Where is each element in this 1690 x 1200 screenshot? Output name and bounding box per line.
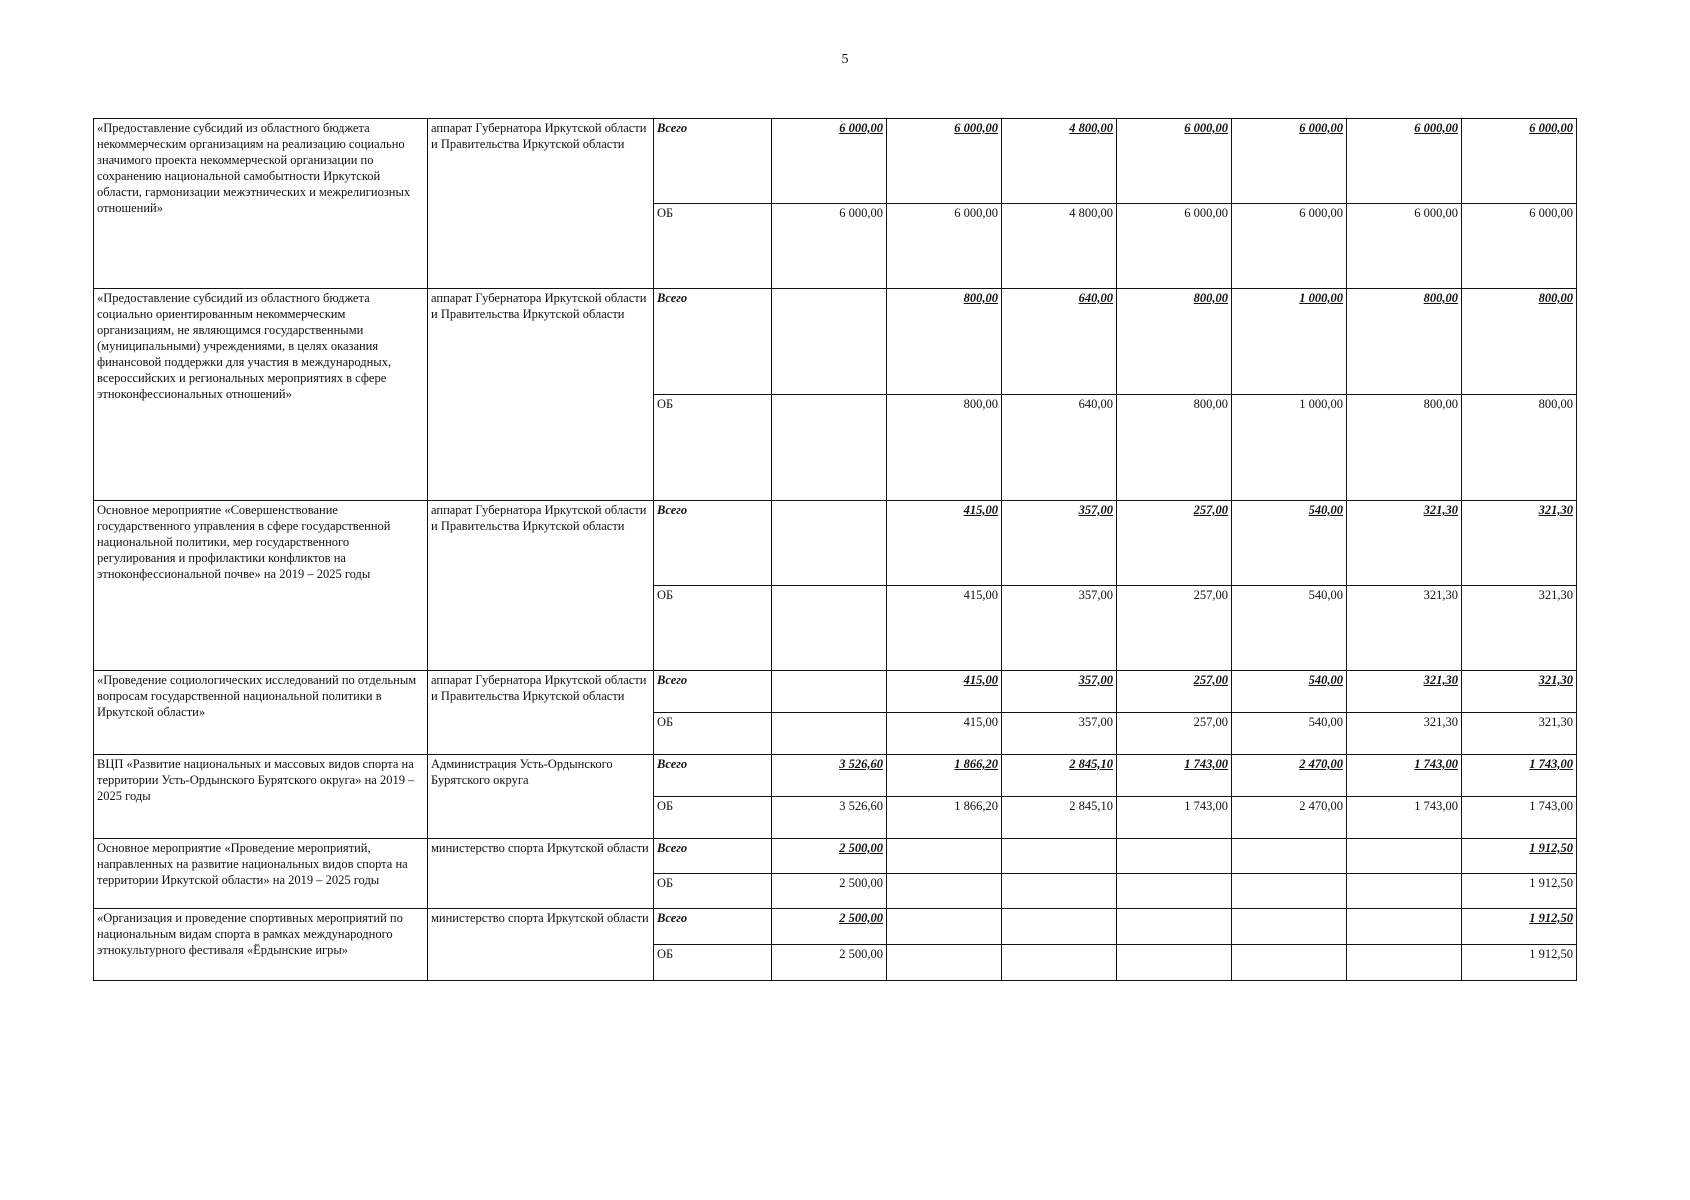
source-ob-label: ОБ bbox=[654, 874, 772, 909]
total-value bbox=[772, 501, 887, 586]
ob-value bbox=[1117, 945, 1232, 981]
total-value: 6 000,00 bbox=[772, 119, 887, 204]
total-value: 6 000,00 bbox=[1117, 119, 1232, 204]
ob-value: 3 526,60 bbox=[772, 797, 887, 839]
source-ob-label: ОБ bbox=[654, 586, 772, 671]
source-total-label: Всего bbox=[654, 909, 772, 945]
total-value bbox=[887, 839, 1002, 874]
ob-value: 415,00 bbox=[887, 713, 1002, 755]
ob-value: 6 000,00 bbox=[887, 204, 1002, 289]
ob-value: 415,00 bbox=[887, 586, 1002, 671]
table-row-total bbox=[94, 909, 1577, 945]
ob-value bbox=[1232, 874, 1347, 909]
total-value: 640,00 bbox=[1002, 289, 1117, 395]
total-value: 357,00 bbox=[1002, 501, 1117, 586]
total-value: 1 912,50 bbox=[1462, 839, 1577, 874]
total-value: 357,00 bbox=[1002, 671, 1117, 713]
page-number: 5 bbox=[841, 52, 849, 67]
total-value: 540,00 bbox=[1232, 501, 1347, 586]
event-name: «Предоставление субсидий из областного бюджета некоммерческим организациям на реализацию социально значимого проекта некоммерческой организации по сохранению национальной самобытности Иркутской области, гармонизации межэтнических и межрелигиозных отношений» bbox=[94, 119, 428, 289]
total-value: 6 000,00 bbox=[1462, 119, 1577, 204]
ob-value: 1 000,00 bbox=[1232, 395, 1347, 501]
responsible-executor: аппарат Губернатора Иркутской области и Правительства Иркутской области bbox=[428, 119, 654, 289]
ob-value: 1 912,50 bbox=[1462, 874, 1577, 909]
total-value bbox=[1002, 909, 1117, 945]
ob-value: 6 000,00 bbox=[1117, 204, 1232, 289]
total-value bbox=[772, 289, 887, 395]
ob-value: 321,30 bbox=[1462, 586, 1577, 671]
total-value: 257,00 bbox=[1117, 501, 1232, 586]
total-value bbox=[1002, 839, 1117, 874]
ob-value bbox=[772, 713, 887, 755]
total-value: 6 000,00 bbox=[1232, 119, 1347, 204]
table-row-total bbox=[94, 501, 1577, 586]
event-name: Основное мероприятие «Совершенствование государственного управления в сфере государственной национальной политики, мер государственного регулирования и профилактики конфликтов на этноконфессиональной почве» на 2019 – 2025 годы bbox=[94, 501, 428, 671]
ob-value: 257,00 bbox=[1117, 713, 1232, 755]
event-name: «Организация и проведение спортивных мероприятий по национальным видам спорта в рамках международного этнокультурного фестиваля «Ёрдынские игры» bbox=[94, 909, 428, 981]
source-total-label: Всего bbox=[654, 119, 772, 204]
total-value: 1 866,20 bbox=[887, 755, 1002, 797]
source-ob-label: ОБ bbox=[654, 797, 772, 839]
ob-value: 2 845,10 bbox=[1002, 797, 1117, 839]
responsible-executor: аппарат Губернатора Иркутской области и Правительства Иркутской области bbox=[428, 289, 654, 501]
responsible-executor: министерство спорта Иркутской области bbox=[428, 909, 654, 981]
ob-value bbox=[1002, 945, 1117, 981]
ob-value: 1 743,00 bbox=[1462, 797, 1577, 839]
responsible-executor: аппарат Губернатора Иркутской области и Правительства Иркутской области bbox=[428, 501, 654, 671]
total-value: 1 000,00 bbox=[1232, 289, 1347, 395]
total-value: 4 800,00 bbox=[1002, 119, 1117, 204]
ob-value: 2 500,00 bbox=[772, 874, 887, 909]
ob-value: 800,00 bbox=[1347, 395, 1462, 501]
ob-value bbox=[1347, 945, 1462, 981]
ob-value: 357,00 bbox=[1002, 713, 1117, 755]
ob-value bbox=[772, 586, 887, 671]
total-value: 321,30 bbox=[1462, 671, 1577, 713]
event-name: «Предоставление субсидий из областного бюджета социально ориентированным некоммерческим организациям, не являющимся государственными (муниципальными) учреждениями, в целях оказания финансовой поддержки для участия в международных, всероссийских и региональных мероприятиях в сфере этноконфессиональных отношений» bbox=[94, 289, 428, 501]
ob-value: 2 470,00 bbox=[1232, 797, 1347, 839]
ob-value: 6 000,00 bbox=[1462, 204, 1577, 289]
ob-value: 540,00 bbox=[1232, 713, 1347, 755]
ob-value: 357,00 bbox=[1002, 586, 1117, 671]
ob-value: 1 866,20 bbox=[887, 797, 1002, 839]
total-value: 800,00 bbox=[1117, 289, 1232, 395]
total-value: 415,00 bbox=[887, 501, 1002, 586]
ob-value bbox=[1117, 874, 1232, 909]
event-name: ВЦП «Развитие национальных и массовых видов спорта на территории Усть-Ордынского Бурятского округа» на 2019 – 2025 годы bbox=[94, 755, 428, 839]
ob-value bbox=[1002, 874, 1117, 909]
responsible-executor: Администрация Усть-Ордынского Бурятского округа bbox=[428, 755, 654, 839]
ob-value bbox=[887, 874, 1002, 909]
total-value: 1 743,00 bbox=[1462, 755, 1577, 797]
total-value: 1 912,50 bbox=[1462, 909, 1577, 945]
ob-value: 800,00 bbox=[1462, 395, 1577, 501]
ob-value: 6 000,00 bbox=[772, 204, 887, 289]
source-total-label: Всего bbox=[654, 289, 772, 395]
total-value: 800,00 bbox=[887, 289, 1002, 395]
source-ob-label: ОБ bbox=[654, 713, 772, 755]
ob-value bbox=[772, 395, 887, 501]
ob-value: 1 743,00 bbox=[1117, 797, 1232, 839]
ob-value: 540,00 bbox=[1232, 586, 1347, 671]
total-value bbox=[1232, 839, 1347, 874]
ob-value: 321,30 bbox=[1347, 586, 1462, 671]
ob-value: 6 000,00 bbox=[1232, 204, 1347, 289]
budget-table bbox=[93, 118, 1577, 981]
source-total-label: Всего bbox=[654, 671, 772, 713]
total-value bbox=[1347, 909, 1462, 945]
source-ob-label: ОБ bbox=[654, 204, 772, 289]
total-value: 540,00 bbox=[1232, 671, 1347, 713]
total-value: 257,00 bbox=[1117, 671, 1232, 713]
total-value bbox=[772, 671, 887, 713]
table-row-total bbox=[94, 119, 1577, 204]
total-value bbox=[1232, 909, 1347, 945]
total-value: 800,00 bbox=[1462, 289, 1577, 395]
total-value: 6 000,00 bbox=[1347, 119, 1462, 204]
table-row-total bbox=[94, 755, 1577, 797]
ob-value bbox=[1347, 874, 1462, 909]
total-value bbox=[887, 909, 1002, 945]
total-value: 2 470,00 bbox=[1232, 755, 1347, 797]
ob-value: 6 000,00 bbox=[1347, 204, 1462, 289]
total-value: 321,30 bbox=[1347, 501, 1462, 586]
total-value bbox=[1347, 839, 1462, 874]
responsible-executor: министерство спорта Иркутской области bbox=[428, 839, 654, 909]
event-name: Основное мероприятие «Проведение мероприятий, направленных на развитие национальных видов спорта на территории Иркутской области» на 2019 – 2025 годы bbox=[94, 839, 428, 909]
total-value bbox=[1117, 839, 1232, 874]
table-row-total bbox=[94, 671, 1577, 713]
ob-value: 800,00 bbox=[1117, 395, 1232, 501]
source-total-label: Всего bbox=[654, 839, 772, 874]
ob-value bbox=[887, 945, 1002, 981]
total-value: 321,30 bbox=[1462, 501, 1577, 586]
total-value: 1 743,00 bbox=[1347, 755, 1462, 797]
table-row-total bbox=[94, 839, 1577, 874]
total-value: 6 000,00 bbox=[887, 119, 1002, 204]
source-total-label: Всего bbox=[654, 501, 772, 586]
source-ob-label: ОБ bbox=[654, 945, 772, 981]
ob-value: 1 912,50 bbox=[1462, 945, 1577, 981]
total-value: 2 845,10 bbox=[1002, 755, 1117, 797]
total-value bbox=[1117, 909, 1232, 945]
ob-value: 4 800,00 bbox=[1002, 204, 1117, 289]
source-ob-label: ОБ bbox=[654, 395, 772, 501]
total-value: 2 500,00 bbox=[772, 909, 887, 945]
total-value: 2 500,00 bbox=[772, 839, 887, 874]
total-value: 1 743,00 bbox=[1117, 755, 1232, 797]
ob-value: 640,00 bbox=[1002, 395, 1117, 501]
table-body bbox=[94, 119, 1577, 981]
responsible-executor: аппарат Губернатора Иркутской области и Правительства Иркутской области bbox=[428, 671, 654, 755]
total-value: 321,30 bbox=[1347, 671, 1462, 713]
ob-value bbox=[1232, 945, 1347, 981]
ob-value: 800,00 bbox=[887, 395, 1002, 501]
ob-value: 257,00 bbox=[1117, 586, 1232, 671]
table-row-total bbox=[94, 289, 1577, 395]
ob-value: 1 743,00 bbox=[1347, 797, 1462, 839]
ob-value: 321,30 bbox=[1462, 713, 1577, 755]
event-name: «Проведение социологических исследований по отдельным вопросам государственной национальной политики в Иркутской области» bbox=[94, 671, 428, 755]
ob-value: 2 500,00 bbox=[772, 945, 887, 981]
total-value: 415,00 bbox=[887, 671, 1002, 713]
ob-value: 321,30 bbox=[1347, 713, 1462, 755]
total-value: 3 526,60 bbox=[772, 755, 887, 797]
total-value: 800,00 bbox=[1347, 289, 1462, 395]
source-total-label: Всего bbox=[654, 755, 772, 797]
